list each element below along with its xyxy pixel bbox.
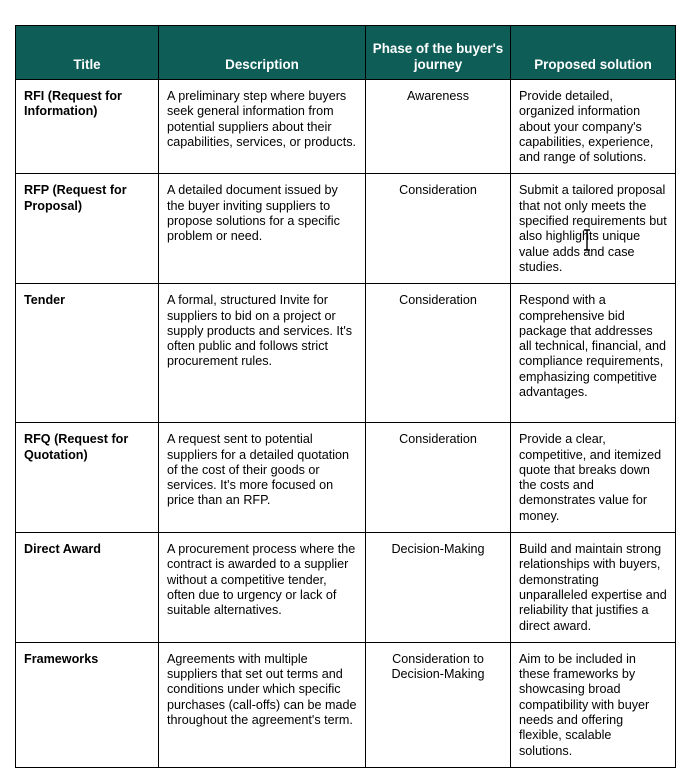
row-title[interactable]: Tender [16, 284, 159, 423]
row-title[interactable]: RFQ (Request for Quotation) [16, 423, 159, 533]
header-title: Title [16, 26, 159, 80]
header-phase: Phase of the buyer's journey [366, 26, 511, 80]
row-phase[interactable]: Awareness [366, 80, 511, 174]
table-row-direct-award [16, 533, 676, 643]
table-row-rfq [16, 423, 676, 533]
table-row-frameworks [16, 642, 676, 767]
row-description[interactable]: A detailed document issued by the buyer inviting suppliers to propose solutions for a specific problem or need. [159, 174, 366, 284]
row-description[interactable]: A formal, structured Invite for suppliers to bid on a project or supply products and services. It's often public and follows strict procurement rules. [159, 284, 366, 423]
row-title[interactable]: Direct Award [16, 533, 159, 643]
table-body [16, 80, 676, 768]
row-solution[interactable]: Aim to be included in these frameworks by showcasing broad compatibility with buyer needs and offering flexible, scalable solutions. [511, 642, 676, 767]
procurement-table [15, 25, 676, 768]
header-description: Description [159, 26, 366, 80]
row-phase[interactable]: Decision-Making [366, 533, 511, 643]
table-row-tender [16, 284, 676, 423]
row-solution[interactable]: Submit a tailored proposal that not only meets the specified requirements but also highlights unique value adds and case studies. [511, 174, 676, 284]
row-title[interactable]: RFI (Request for Information) [16, 80, 159, 174]
row-description[interactable]: A preliminary step where buyers seek general information from potential suppliers about their capabilities, services, or products. [159, 80, 366, 174]
row-phase[interactable]: Consideration [366, 284, 511, 423]
row-solution[interactable]: Provide a clear, competitive, and itemized quote that breaks down the costs and demonstrates value for money. [511, 423, 676, 533]
row-solution[interactable]: Build and maintain strong relationships with buyers, demonstrating unparalleled expertise and reliability that justifies a direct award. [511, 533, 676, 643]
row-phase[interactable]: Consideration to Decision-Making [366, 642, 511, 767]
table-row-rfi [16, 80, 676, 174]
header-row [16, 26, 676, 80]
row-description[interactable]: Agreements with multiple suppliers that set out terms and conditions under which specific purchases (call-offs) can be made throughout the agreement's term. [159, 642, 366, 767]
table-header [16, 26, 676, 80]
row-solution[interactable]: Respond with a comprehensive bid package that addresses all technical, financial, and compliance requirements, emphasizing competitive advantages. [511, 284, 676, 423]
row-title[interactable]: RFP (Request for Proposal) [16, 174, 159, 284]
table-row-rfp [16, 174, 676, 284]
row-description[interactable]: A procurement process where the contract is awarded to a supplier without a competitive tender, often due to urgency or lack of suitable alternatives. [159, 533, 366, 643]
row-phase[interactable]: Consideration [366, 174, 511, 284]
row-description[interactable]: A request sent to potential suppliers for a detailed quotation of the cost of their goods or services. It's more focused on price than an RFP. [159, 423, 366, 533]
header-proposed-solution: Proposed solution [511, 26, 676, 80]
row-solution[interactable]: Provide detailed, organized information about your company's capabilities, experience, and range of solutions. [511, 80, 676, 174]
row-title[interactable]: Frameworks [16, 642, 159, 767]
row-phase[interactable]: Consideration [366, 423, 511, 533]
